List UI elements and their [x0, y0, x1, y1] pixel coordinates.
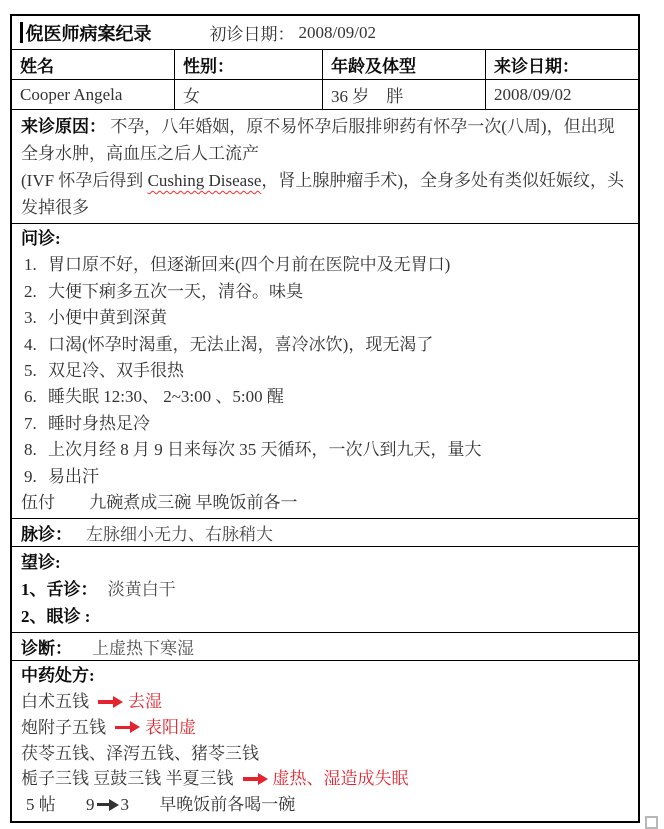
visit-reason-text-2-prefix: (IVF 怀孕后得到 [21, 171, 148, 190]
diagnosis-label: 诊断： [21, 639, 72, 659]
eye-label: 2、眼诊 : [21, 607, 91, 627]
herb-text: 炮附子五钱 [21, 717, 106, 737]
tongue-value: 淡黄白干 [107, 580, 176, 600]
inquiry-label: 问诊: [21, 229, 61, 248]
col-header-visit-date: 来诊日期： [485, 50, 638, 79]
list-item: 9. 易出汗 [21, 464, 629, 490]
eye-inspection-line [21, 603, 629, 630]
decoction-from: 9 [86, 794, 95, 814]
tongue-inspection-line [21, 576, 629, 603]
inspection-section [12, 546, 638, 632]
decoction-to: 3 [120, 794, 129, 814]
inquiry-item-text: 大便下痢多五次一天，清谷。味臭 [48, 281, 303, 301]
list-item: 3. 小便中黄到深黄 [21, 305, 629, 331]
dosage-line [21, 792, 629, 818]
inquiry-item-text: 睡失眠 12:30、 2~3:00 、5:00 醒 [48, 387, 284, 407]
list-item: 2. 大便下痢多五次一天，清谷。味臭 [21, 279, 629, 305]
inquiry-item-text: 睡时身热足冷 [48, 413, 150, 433]
inquiry-item-text: 双足冷、双手很热 [48, 361, 184, 381]
visit-reason-label: 来诊原因： [21, 117, 106, 136]
prescription-line [21, 715, 629, 741]
list-item: 8. 上次月经 8 月 9 日来每次 35 天循环，一次八到九天，量大 [21, 437, 629, 463]
patient-visit-date: 2008/09/02 [485, 80, 638, 109]
herb-text: 茯苓五钱、泽泻五钱、猪苓三钱 [21, 743, 259, 763]
col-header-age-build: 年龄及体型 [322, 50, 485, 79]
list-item: 6. 睡失眠 12:30、 2~3:00 、5:00 醒 [21, 384, 629, 410]
prescription-section [12, 660, 638, 820]
diagnosis-section [12, 632, 638, 660]
herb-text: 白术五钱 [21, 692, 89, 712]
pulse-section [12, 518, 638, 546]
annotation-text: 虚热、湿造成失眠 [272, 769, 409, 789]
dosage-note-text: 九碗煮成三碗 早晚饭前各一 [89, 493, 298, 513]
patient-value-row [12, 79, 638, 109]
text-cursor [20, 22, 23, 43]
inquiry-item-text: 易出汗 [48, 466, 99, 486]
pulse-label: 脉诊： [21, 525, 72, 545]
dosage-note-prefix: 伍付 [21, 493, 55, 513]
inspection-label: 望诊: [21, 553, 61, 573]
inquiry-item-text: 上次月经 8 月 9 日来每次 35 天循环，一次八到九天，量大 [48, 440, 482, 460]
arrow-right-icon [98, 700, 114, 704]
visit-reason-text-2-suffix: ，肾上腺肿瘤手术)，全身多处有类似妊娠纹，头发掉很多 [21, 171, 625, 217]
tongue-label: 1、舌诊： [21, 580, 98, 600]
list-item: 7. 睡时身热足冷 [21, 411, 629, 437]
annotation-text: 表阳虚 [145, 717, 196, 737]
inquiry-item-text: 胃口原不好，但逐渐回来(四个月前在医院中及无胃口) [48, 255, 451, 275]
visit-reason-section [12, 109, 638, 223]
prescription-line [21, 741, 629, 767]
dosage-instruction: 早晚饭前各喝一碗 [159, 794, 296, 814]
arrow-right-icon [115, 726, 131, 730]
arrow-right-icon [243, 777, 259, 781]
herb-text: 栀子三钱 豆鼓三钱 半夏三钱 [21, 769, 234, 789]
patient-gender: 女 [174, 80, 322, 109]
col-header-name: 姓名 [20, 57, 54, 76]
first-visit-label: 初诊日期： [209, 25, 295, 44]
inquiry-item-text: 小便中黄到深黄 [48, 308, 167, 328]
prescription-line [21, 689, 629, 715]
arrow-right-icon [97, 803, 110, 807]
prescription-line [21, 766, 629, 792]
inquiry-item-text: 口渴(怀孕时渴重，无法止渴，喜冷冰饮)，现无渴了 [48, 334, 434, 354]
diagnosis-value: 上虚热下寒湿 [92, 639, 194, 659]
list-item: 4. 口渴(怀孕时渴重，无法止渴，喜冷冰饮)，现无渴了 [21, 332, 629, 358]
visit-reason-text-1: 不孕，八年婚姻，原不易怀孕后服排卵药有怀孕一次(八周)，但出现全身水肿，高血压之后人工流产 [21, 117, 615, 163]
case-record-table [10, 14, 640, 823]
patient-header-row [12, 49, 638, 79]
list-item: 1. 胃口原不好，但逐渐回来(四个月前在医院中及无胃口) [21, 252, 629, 278]
annotation-text: 去湿 [128, 692, 162, 712]
table-resize-handle-icon[interactable] [645, 816, 658, 829]
prescription-label: 中药处方: [21, 666, 95, 686]
pack-count: 5 帖 [26, 794, 56, 814]
col-header-gender: 性别： [174, 50, 322, 79]
patient-name: Cooper Angela [20, 84, 123, 104]
spellcheck-underlined-text: Cushing Disease [147, 171, 262, 190]
list-item: 5. 双足冷、双手很热 [21, 358, 629, 384]
patient-age-build: 36 岁 胖 [322, 80, 485, 109]
title-row [12, 16, 638, 49]
first-visit-date: 2008/09/02 [298, 22, 376, 42]
dosage-note-line [21, 490, 629, 516]
pulse-value: 左脉细小无力、右脉稍大 [86, 525, 273, 545]
inquiry-section [12, 223, 638, 518]
page-title: 倪医师病案纪录 [25, 23, 152, 44]
